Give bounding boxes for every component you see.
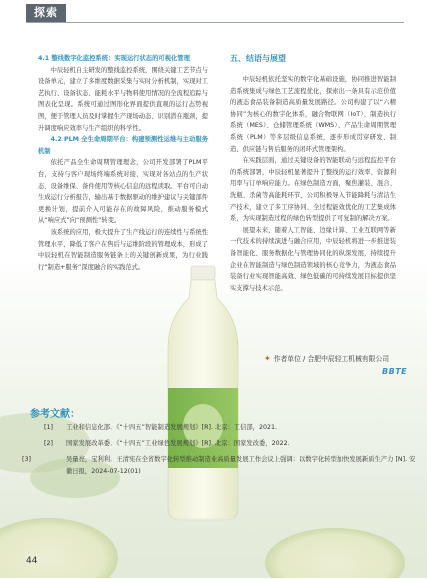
- paragraph: 中辰轻机依托坚实的数字化基础设施，协同推进智能制造系统集成与绿色工艺流程优化，探索出一条具有示范价值的液态食品装备制造高质量发展路径。公司构建了以“六精协同”为核心的数字化体系，融合物联网（IoT）、制造执行系统（MES）、仓储管理系统（WMS）、产品生命周期管理系统（PLM）等多层级信息系统，逐步形成贯穿研发、制造、供应链与售后服务的闭环式管理架构。: [230, 76, 396, 153]
- right-column: [230, 53, 396, 294]
- paragraph: 该系统的应用，极大提升了生产线运行的连续性与系统性管理水平，降低了客户在售后与运维阶段的管理成本，形成了中辰轻机在智能制造服务链条上的关键创新成果，为行业践行“制造+服务”深度融合的实践范式。: [38, 228, 209, 271]
- heading-4-1: 4.1 整线数字化监控系统：实现运行状态的可视化管理: [38, 55, 190, 62]
- author-affiliation: 作者单位 / 合肥中辰轻工机械有限公司: [273, 355, 390, 363]
- heading-4-2: 4.2 PLM 全生命周期平台：构建预测性运维与主动服务机制: [38, 136, 208, 155]
- reference-number: [3]: [22, 456, 31, 463]
- references-title: 参考文献：: [30, 409, 80, 420]
- author-line: [264, 353, 409, 363]
- star-icon: ✦: [264, 353, 271, 363]
- reference-text: 工业和信息化部．《“十四五”智能制造发展规划》[R]. 北京：工信部，2021.: [66, 424, 278, 431]
- header-divider: [26, 22, 404, 23]
- paragraph: 展望未来，随着人工智能、边缘计算、工业互联网等新一代技术的持续演进与融合应用，中辰轻机将进一步推进装备智能化、服务数据化与管理协同化的纵深发展，持续提升企业在智能制造与绿色制造领域的核心竞争力，为液态食品装备行业实现智能高效、绿色低碳的可持续发展目标提供坚实支撑与技术示范。: [230, 226, 396, 292]
- reference-item: [44, 438, 396, 450]
- page-number: 44: [26, 556, 38, 566]
- publication-logo: BBTE: [382, 367, 408, 376]
- left-column: [38, 53, 208, 273]
- reference-number: [1]: [44, 424, 53, 431]
- section-title: 五、结语与展望: [230, 54, 286, 63]
- section-tab: 探索: [26, 4, 66, 22]
- paragraph: 依托产品全生命周期管理理念，公司开发部署了PLM平台，支持与客户现场终端系统对接，实现对各站点的生产状态、设备维保、备件使用等核心信息的远程读取。平台可自动生成运行分析报告，输出基于数据驱动的维护建议与关键部件更换计划，提前介入可能存在的故障风险，推动服务模式从“响应式”向“预测性”转变。: [38, 159, 209, 225]
- header-bar: [0, 0, 427, 30]
- reference-number: [2]: [44, 440, 53, 447]
- reference-item: [44, 422, 396, 434]
- paragraph: 在实践层面，通过关键设备的智能联动与远程监控平台的系统部署，中辰轻机显著提升了整线的运行效率、资源利用率与订单响应能力。在绿色制造方面，聚焦灌装、混合、洗瓶、杀菌等高能耗环节，公司积极导入节能降耗与清洁生产技术，建立了多工序协同、全过程能效优化的工艺集成体系，为实现制造过程的绿色转型提供了可复制的解决方案。: [230, 157, 396, 223]
- reference-item: [22, 454, 418, 478]
- reference-text: 国家发展改革委．《“十四五”工业绿色发展规划》[R]. 北京：国家发改委，2022.: [66, 440, 290, 447]
- paragraph: 中辰轻机自主研发的整线监控系统，围绕关键工艺节点与设备单元，建立了多维度数据采集与实时分析机制，实现对工艺执行、设备状态、能耗水平与物料使用情况的全流程追踪与图表化呈现。系统可通过图形化界面提供直观的运行态势视图，便于管理人员及时掌握生产现场动态、识别潜在瓶颈，提升调度响应效率与生产组织的科学性。: [38, 66, 209, 132]
- reference-text: 吴量亮，宝利利．王清宪在全省数字化转型推动制造业高质量发展工作会议上强调：以数字化转型加快发展新质生产力 [N]. 安徽日报，2024-07-12(01): [66, 456, 416, 475]
